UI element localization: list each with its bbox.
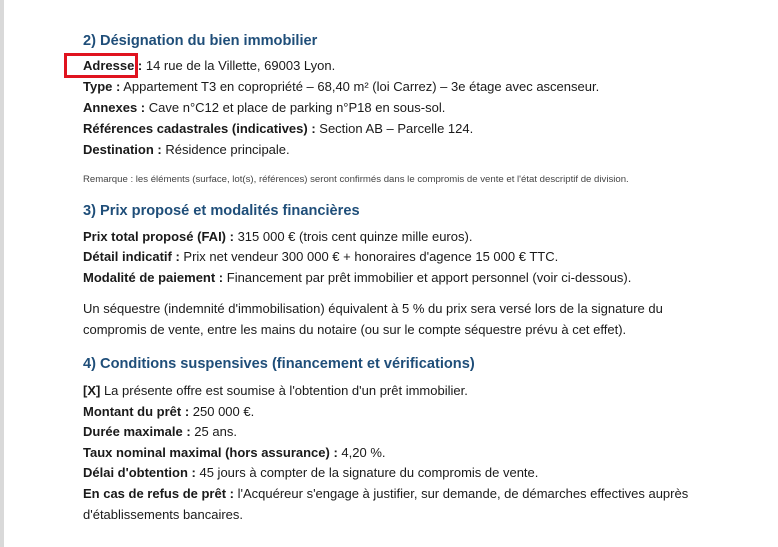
adresse-label: Adresse : — [83, 58, 143, 73]
references-label: Références cadastrales (indicatives) : — [83, 121, 316, 136]
montant-label: Montant du prêt : — [83, 404, 190, 419]
detail-value: Prix net vendeur 300 000 € + honoraires d'agence 15 000 € TTC. — [179, 249, 559, 264]
prix-value: 315 000 € (trois cent quinze mille euros). — [233, 229, 473, 244]
modalite-line — [83, 270, 631, 286]
refus-value: l'Acquéreur s'engage à justifier, sur demande, de démarches effectives auprès — [234, 486, 689, 501]
duree-value: 25 ans. — [190, 424, 237, 439]
annexes-value: Cave n°C12 et place de parking n°P18 en sous-sol. — [145, 100, 446, 115]
destination-value: Résidence principale. — [161, 142, 290, 157]
delai-line — [83, 465, 538, 481]
refus-label: En cas de refus de prêt : — [83, 486, 234, 501]
annexes-line — [83, 100, 445, 116]
taux-line — [83, 445, 386, 461]
sequestre-line-2: compromis de vente, entre les mains du notaire (ou sur le compte séquestre prévu à cet effet). — [83, 322, 627, 337]
checkbox-value: La présente offre est soumise à l'obtention d'un prêt immobilier. — [100, 383, 468, 398]
montant-value: 250 000 €. — [189, 404, 255, 419]
detail-line — [83, 249, 558, 265]
type-value: Appartement T3 en copropriété – 68,40 m² (loi Carrez) – 3e étage avec ascenseur. — [120, 79, 600, 94]
references-value: Section AB – Parcelle 124. — [315, 121, 474, 136]
page-left-edge — [0, 0, 4, 547]
adresse-highlight-box — [64, 53, 138, 78]
montant-line — [83, 404, 254, 420]
annexes-label: Annexes : — [83, 100, 146, 115]
duree-line — [83, 424, 237, 440]
duree-label: Durée maximale : — [83, 424, 191, 439]
section-3-heading: 3) Prix proposé et modalités financières — [83, 203, 360, 219]
adresse-value: 14 rue de la Villette, 69003 Lyon. — [142, 58, 336, 73]
refus-line — [83, 486, 688, 502]
refus-line-2: d'établissements bancaires. — [83, 507, 244, 522]
modalite-label: Modalité de paiement : — [83, 270, 224, 285]
section-4-heading: 4) Conditions suspensives (financement et vérifications) — [83, 356, 475, 372]
sequestre-line-1: Un séquestre (indemnité d'immobilisation) équivalent à 5 % du prix sera versé lors de la signature du — [83, 301, 663, 316]
taux-label: Taux nominal maximal (hors assurance) : — [83, 445, 338, 460]
taux-value: 4,20 %. — [337, 445, 386, 460]
delai-label: Délai d'obtention : — [83, 465, 196, 480]
modalite-value: Financement par prêt immobilier et apport personnel (voir ci-dessous). — [223, 270, 632, 285]
delai-value: 45 jours à compter de la signature du compromis de vente. — [195, 465, 539, 480]
section-2-remark: Remarque : les éléments (surface, lot(s), références) seront confirmés dans le compromis de vente et l'état descriptif de division. — [83, 174, 629, 185]
type-label: Type : — [83, 79, 121, 94]
checkbox-marker: [X] — [83, 383, 101, 398]
destination-line — [83, 142, 290, 158]
detail-label: Détail indicatif : — [83, 249, 180, 264]
prix-line — [83, 229, 472, 245]
checkbox-line — [83, 383, 468, 399]
section-2-heading: 2) Désignation du bien immobilier — [83, 33, 318, 49]
type-line — [83, 79, 599, 95]
references-line — [83, 121, 473, 137]
destination-label: Destination : — [83, 142, 162, 157]
prix-label: Prix total proposé (FAI) : — [83, 229, 234, 244]
